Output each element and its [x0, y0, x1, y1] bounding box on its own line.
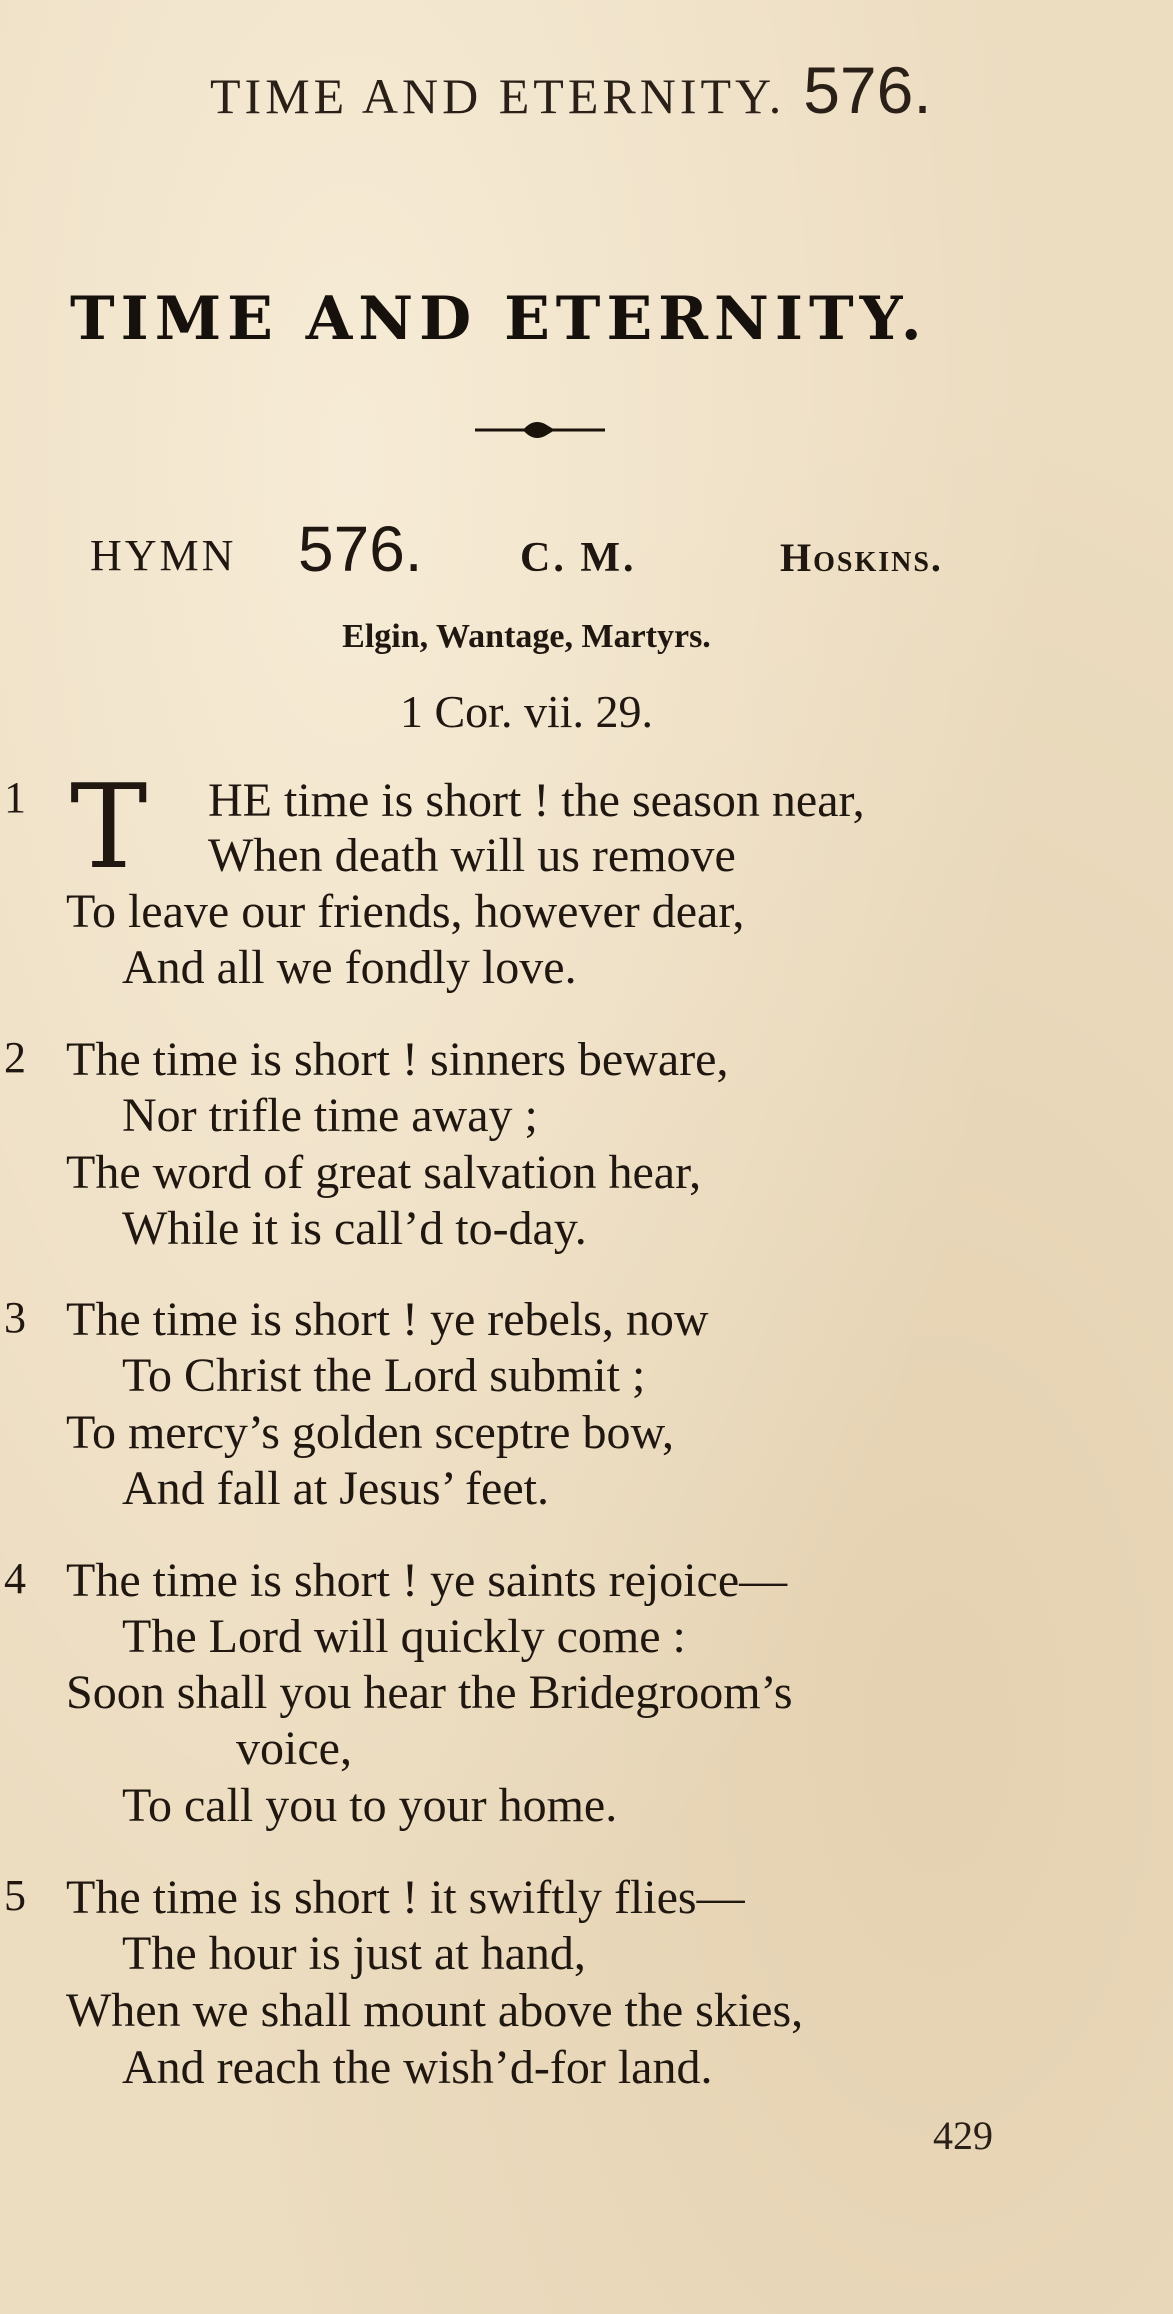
verse-line: The hour is just at hand, [122, 1927, 586, 1980]
page-number: 429 [933, 2113, 993, 2158]
drop-cap: T [70, 760, 148, 895]
hymn-label: HYMN [90, 531, 237, 580]
verse-line: The Lord will quickly come : [122, 1610, 686, 1663]
verse-line: To call you to your home. [122, 1779, 618, 1832]
running-head-title: TIME AND ETERNITY. [210, 68, 786, 124]
verse-line: When we shall mount above the skies, [66, 1984, 804, 2037]
stanza-number: 4 [4, 1554, 26, 1603]
stanza-number: 1 [4, 773, 26, 822]
hymn-author: Hoskins. [780, 535, 943, 580]
stanza-number: 2 [4, 1033, 26, 1082]
verse-line: And all we fondly love. [122, 941, 577, 994]
stanza-number: 5 [4, 1871, 26, 1920]
verse-line: When death will us remove [208, 829, 736, 882]
scripture-reference: 1 Cor. vii. 29. [399, 686, 654, 737]
verse-line: voice, [236, 1722, 352, 1775]
ornament-divider-icon [475, 410, 605, 450]
tune-names: Elgin, Wantage, Martyrs. [342, 618, 711, 655]
hymn-number: 576. [298, 513, 423, 585]
running-head-number: 576. [803, 53, 932, 127]
verse-line: Nor trifle time away ; [122, 1089, 538, 1142]
verse-line: Soon shall you hear the Bridegroom’s [66, 1666, 793, 1719]
verse-line: The time is short ! it swiftly flies— [66, 1871, 745, 1924]
verse-line: While it is call’d to-day. [122, 1202, 587, 1255]
hymn-meter: C. M. [520, 535, 637, 581]
verse-line: The time is short ! ye saints rejoice— [66, 1554, 788, 1607]
running-head [210, 52, 1110, 128]
verse-line: The time is short ! ye rebels, now [66, 1293, 709, 1346]
verse-line: The time is short ! sinners beware, [66, 1033, 729, 1086]
verse-line: And reach the wish’d-for land. [122, 2041, 713, 2094]
stanza-number: 3 [4, 1293, 26, 1342]
section-title: TIME AND ETERNITY. [70, 284, 928, 354]
verse-line: HE time is short ! the season near, [208, 774, 865, 827]
verse-line: To Christ the Lord submit ; [122, 1349, 646, 1402]
verse-line: To leave our friends, however dear, [66, 885, 745, 938]
verse-line: And fall at Jesus’ feet. [122, 1462, 549, 1515]
verse-line: The word of great salvation hear, [66, 1146, 702, 1199]
verse-line: To mercy’s golden sceptre bow, [66, 1406, 675, 1459]
hymn-heading [90, 513, 1110, 600]
